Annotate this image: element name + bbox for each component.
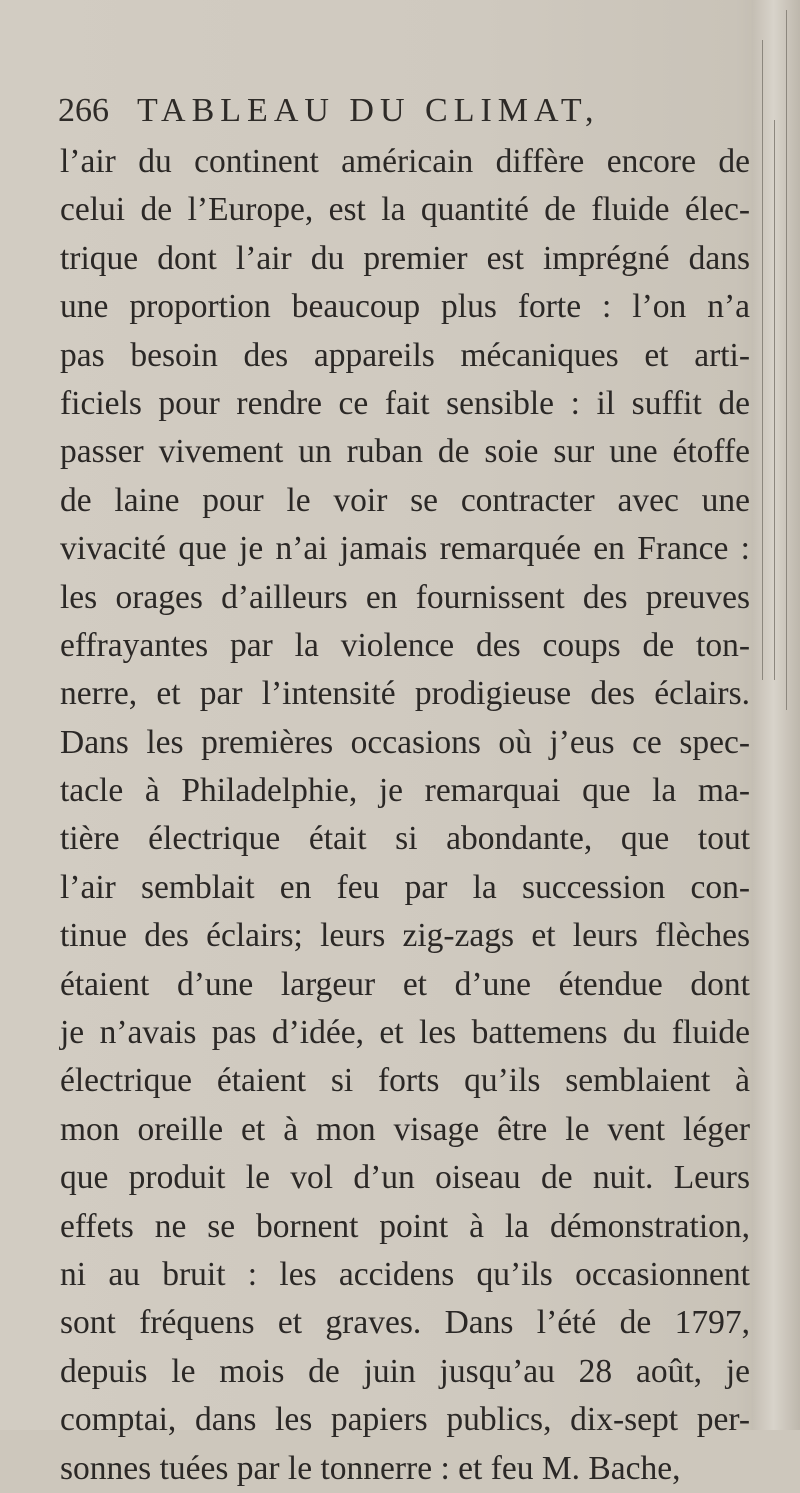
text-line: je n’avais pas d’idée, et les battemens du fluide bbox=[60, 1014, 750, 1052]
text-line: les orages d’ailleurs en fournissent des preuves bbox=[60, 578, 750, 616]
running-head bbox=[58, 92, 600, 130]
text-line: que produit le vol d’un oiseau de nuit. Leurs bbox=[60, 1159, 750, 1197]
text-line: étaient d’une largeur et d’une étendue dont bbox=[60, 965, 750, 1003]
text-line: trique dont l’air du premier est imprégné dans bbox=[60, 239, 750, 277]
text-line: tinue des éclairs; leurs zig-zags et leurs flèches bbox=[60, 917, 750, 955]
text-line: nerre, et par l’intensité prodigieuse des éclairs. bbox=[60, 675, 750, 713]
text-line: tière électrique était si abondante, que tout bbox=[60, 820, 750, 858]
page-number: 266 bbox=[58, 92, 109, 129]
text-line: depuis le mois de juin jusqu’au 28 août, je bbox=[60, 1352, 750, 1390]
text-line: comptai, dans les papiers publics, dix-sept per- bbox=[60, 1401, 750, 1439]
text-line: sonnes tuées par le tonnerre : et feu M. Bache, bbox=[60, 1449, 681, 1487]
text-line: effets ne se bornent point à la démonstration, bbox=[60, 1207, 750, 1245]
text-line: passer vivement un ruban de soie sur une étoffe bbox=[60, 433, 750, 471]
text-line: pas besoin des appareils mécaniques et arti- bbox=[60, 336, 750, 374]
text-line: ficiels pour rendre ce fait sensible : il suffit de bbox=[60, 384, 750, 422]
text-line: mon oreille et à mon visage être le vent léger bbox=[60, 1110, 750, 1148]
gutter-line bbox=[774, 120, 775, 680]
text-line: de laine pour le voir se contracter avec une bbox=[60, 481, 750, 519]
text-line: ni au bruit : les accidens qu’ils occasionnent bbox=[60, 1255, 750, 1293]
text-line: celui de l’Europe, est la quantité de fluide élec- bbox=[60, 191, 750, 229]
text-line: vivacité que je n’ai jamais remarquée en France : bbox=[60, 530, 750, 568]
gutter-line bbox=[786, 10, 787, 710]
running-head-title: TABLEAU DU CLIMAT, bbox=[137, 92, 600, 129]
text-line: l’air du continent américain diffère encore de bbox=[60, 143, 750, 180]
text-line: électrique étaient si forts qu’ils semblaient à bbox=[60, 1062, 750, 1100]
text-line: une proportion beaucoup plus forte : l’on n’a bbox=[60, 288, 750, 326]
text-line: effrayantes par la violence des coups de ton- bbox=[60, 626, 750, 664]
gutter-line bbox=[762, 40, 763, 680]
text-line: l’air semblait en feu par la succession con- bbox=[60, 868, 750, 906]
text-line: sont fréquens et graves. Dans l’été de 1797, bbox=[60, 1304, 750, 1342]
page-gutter bbox=[752, 0, 800, 1430]
body-text bbox=[60, 138, 750, 1493]
text-line: tacle à Philadelphie, je remarquai que la ma- bbox=[60, 772, 750, 810]
text-line: Dans les premières occasions où j’eus ce spec- bbox=[60, 723, 750, 761]
